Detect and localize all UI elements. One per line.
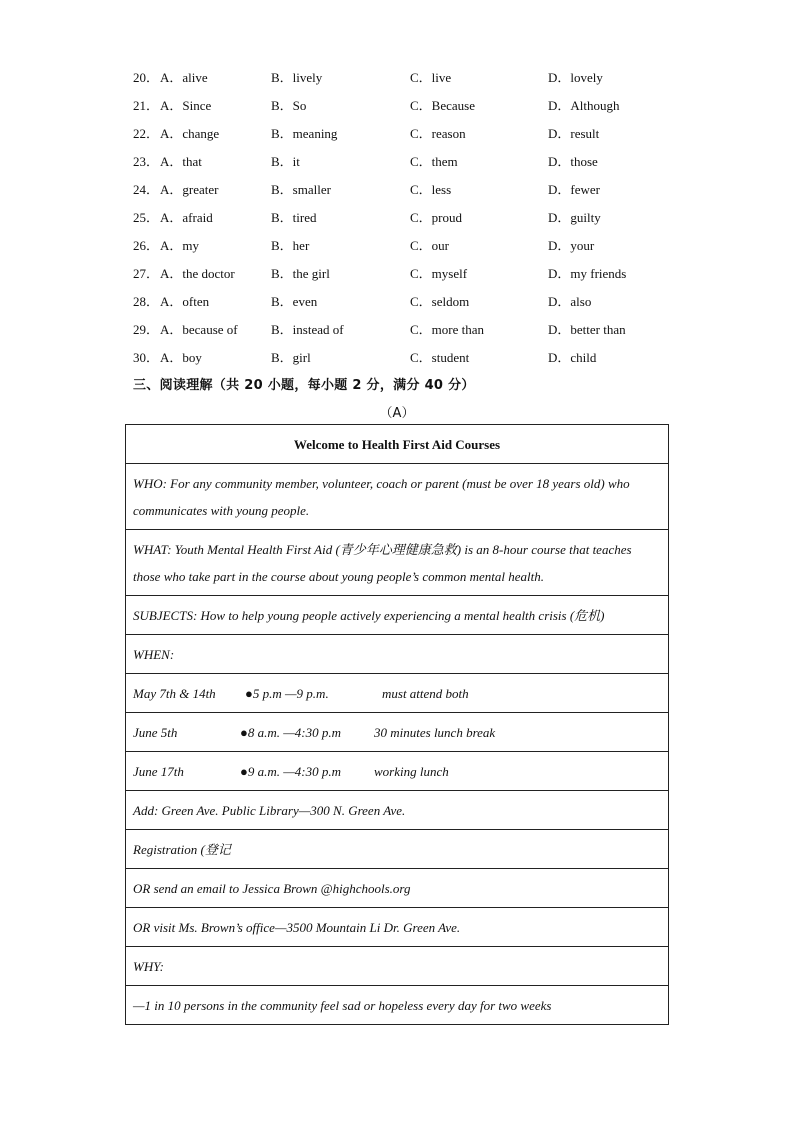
option-c: C．more than [410,322,485,337]
option-d: D．better than [548,322,626,337]
question-number: 30． [133,350,160,365]
option-a: A．alive [160,70,208,85]
option-a: A．my [160,238,200,253]
option-b: B．girl [271,350,311,365]
question-number: 27． [133,266,160,281]
session-date: June 5th [133,724,178,740]
option-b: B．it [271,154,300,169]
option-row [133,260,693,288]
option-c: C．them [410,154,458,169]
session-note: 30 minutes lunch break [374,724,496,740]
option-c: C．proud [410,210,463,225]
option-d: D．fewer [548,182,600,197]
option-b: B．even [271,294,318,309]
session-time: ●8 a.m. —4:30 p.m [240,724,342,740]
option-c: C．reason [410,126,466,141]
option-row [133,148,693,176]
option-a: A．Since [160,98,212,113]
question-number: 29． [133,322,160,337]
question-number: 26． [133,238,160,253]
option-d: D．child [548,350,597,365]
registration-cell: Registration (登记 [126,830,669,869]
option-b: B．So [271,98,307,113]
session-row [126,752,669,791]
option-row [133,64,693,92]
option-d: D．Although [548,98,620,113]
option-b: B．her [271,238,310,253]
session-row [126,713,669,752]
session-date: May 7th & 14th [133,685,216,701]
question-number: 20． [133,70,160,85]
option-c: C．seldom [410,294,470,309]
email-cell: OR send an email to Jessica Brown @highchools.org [126,869,669,908]
option-row [133,232,693,260]
question-number: 21． [133,98,160,113]
option-b: B．meaning [271,126,338,141]
option-b: B．smaller [271,182,331,197]
session-row [126,674,669,713]
option-b: B．instead of [271,322,344,337]
option-a: A．often [160,294,210,309]
question-number: 28． [133,294,160,309]
why-stat-cell: —1 in 10 persons in the community feel sad or hopeless every day for two weeks [126,986,669,1025]
question-number: 24． [133,182,160,197]
option-b: B．the girl [271,266,330,281]
option-d: D．result [548,126,600,141]
session-note: must attend both [382,685,469,701]
option-c: C．student [410,350,470,365]
option-a: A．because of [160,322,238,337]
session-time: ●5 p.m —9 p.m. [245,685,329,701]
option-c: C．less [410,182,452,197]
option-c: C．Because [410,98,475,113]
option-d: D．those [548,154,598,169]
option-row [133,176,693,204]
option-d: D．lovely [548,70,603,85]
question-number: 23． [133,154,160,169]
option-a: A．the doctor [160,266,235,281]
option-row [133,344,693,372]
answer-options [133,64,693,372]
session-time: ●9 a.m. —4:30 p.m [240,763,342,779]
option-row [133,120,693,148]
option-d: D．also [548,294,592,309]
option-a: A．that [160,154,202,169]
option-b: B．lively [271,70,323,85]
when-cell: WHEN: [126,635,669,674]
why-cell: WHY: [126,947,669,986]
option-row [133,288,693,316]
who-cell: WHO: For any community member, volunteer, coach or parent (must be over 18 years old) who communicates with young people. [126,464,669,530]
course-info-table [125,424,669,1025]
question-number: 22． [133,126,160,141]
table-title: Welcome to Health First Aid Courses [126,425,669,464]
option-d: D．your [548,238,595,253]
visit-cell: OR visit Ms. Brown’s office—3500 Mountain Li Dr. Green Ave. [126,908,669,947]
option-a: A．afraid [160,210,213,225]
option-b: B．tired [271,210,317,225]
option-c: C．live [410,70,452,85]
passage-label: （A） [379,406,415,421]
option-a: A．greater [160,182,219,197]
session-date: June 17th [133,763,184,779]
option-d: D．my friends [548,266,627,281]
what-cell: WHAT: Youth Mental Health First Aid (青少年心理健康急救) is an 8-hour course that teaches those who take part in the course about young people’s common mental health. [126,530,669,596]
option-d: D．guilty [548,210,601,225]
option-row [133,92,693,120]
session-note: working lunch [374,763,449,779]
option-a: A．boy [160,350,202,365]
section-heading: 三、阅读理解（共 20 小题，每小题 2 分，满分 40 分） [133,378,475,393]
option-row [133,316,693,344]
question-number: 25． [133,210,160,225]
option-c: C．our [410,238,450,253]
address-cell: Add: Green Ave. Public Library—300 N. Green Ave. [126,791,669,830]
option-c: C．myself [410,266,468,281]
subjects-cell: SUBJECTS: How to help young people actively experiencing a mental health crisis (危机) [126,596,669,635]
option-row [133,204,693,232]
option-a: A．change [160,126,220,141]
